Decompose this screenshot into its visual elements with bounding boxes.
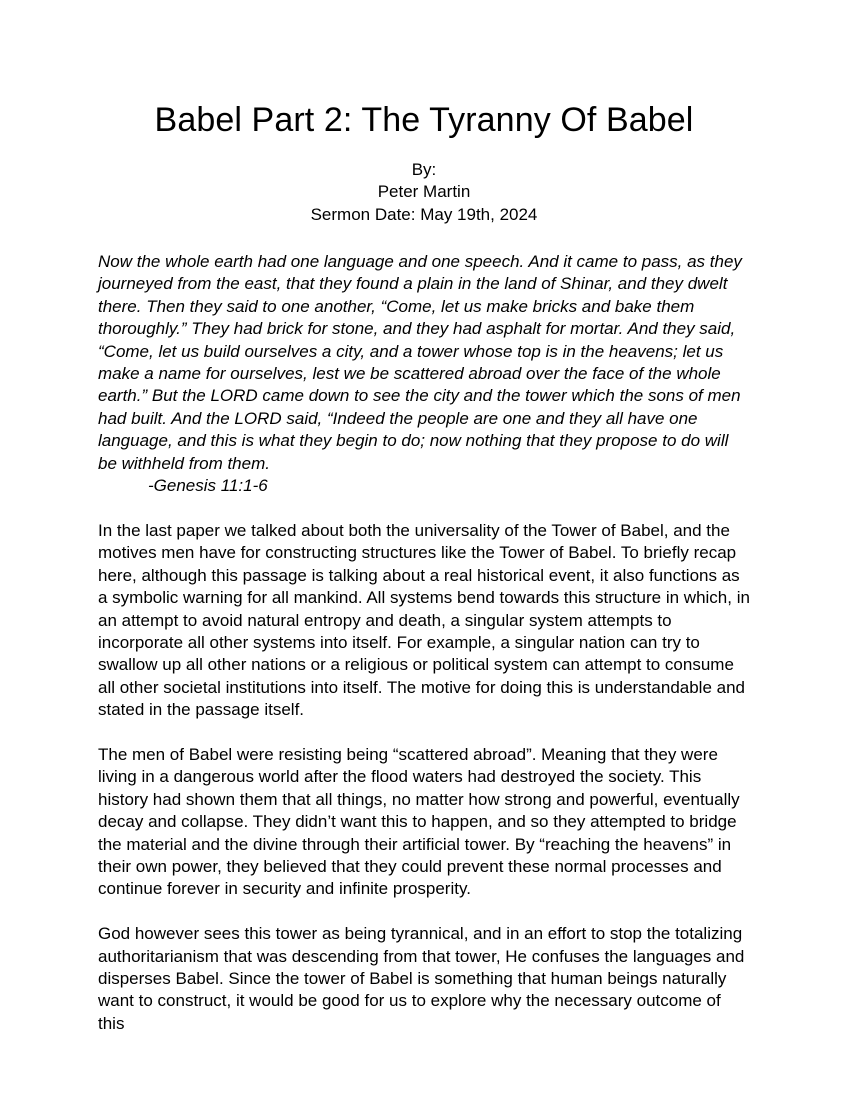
byline-by-label: By: bbox=[411, 159, 437, 179]
byline-author: Peter Martin bbox=[377, 182, 471, 202]
byline-sermon-date: Sermon Date: May 19th, 2024 bbox=[310, 204, 538, 224]
body-paragraph-2: The men of Babel were resisting being “scattered abroad”. Meaning that they were living in a dangerous world after the flood waters had destroyed the society. This history had shown them that all things, no matter how strong and powerful, eventually decay and collapse. They didn’t want this to happen, and so they attempted to bridge the material and the divine through their artificial tower. By “reaching the heavens” in their own power, they believed that they could prevent these normal processes and continue forever in security and infinite prosperity. bbox=[98, 744, 740, 899]
byline-block bbox=[98, 141, 750, 226]
scripture-quote bbox=[98, 226, 750, 497]
body-paragraph-3: God however sees this tower as being tyrannical, and in an effort to stop the totalizing authoritarianism that was descending from that tower, He confuses the languages and disperses Babel. Since the tower of Babel is something that human beings naturally want to construct, it would be good for us to explore why the necessary outcome of this bbox=[98, 924, 745, 1033]
scripture-text: Now the whole earth had one language and one speech. And it came to pass, as they journeyed from the east, that they found a plain in the land of Shinar, and they dwelt there. Then they said to one another, “Come, let us make bricks and bake them thoroughly.” They had brick for stone, and they had asphalt for mortar. And they said, “Come, let us build ourselves a city, and a tower whose top is in the heavens; let us make a name for ourselves, lest we be scattered abroad over the face of the whole earth.” But the LORD came down to see the city and the tower which the sons of men had built. And the LORD said, “Indeed the people are one and they all have one language, and this is what they begin to do; now nothing that they propose to do will be withheld from them. bbox=[98, 252, 742, 473]
scripture-citation: -Genesis 11:1-6 bbox=[148, 476, 268, 496]
page-title: Babel Part 2: The Tyranny Of Babel bbox=[154, 101, 694, 139]
document-content bbox=[98, 0, 750, 1035]
body-paragraph-1: In the last paper we talked about both the universality of the Tower of Babel, and the motives men have for constructing structures like the Tower of Babel. To briefly recap here, although this passage is talking about a real historical event, it also functions as a symbolic warning for all mankind. All systems bend towards this structure in which, in an attempt to avoid natural entropy and death, a singular system attempts to incorporate all other systems into itself. For example, a singular nation can try to swallow up all other nations or a religious or political system can attempt to consume all other societal institutions into itself. The motive for doing this is understandable and stated in the passage itself. bbox=[98, 520, 750, 720]
